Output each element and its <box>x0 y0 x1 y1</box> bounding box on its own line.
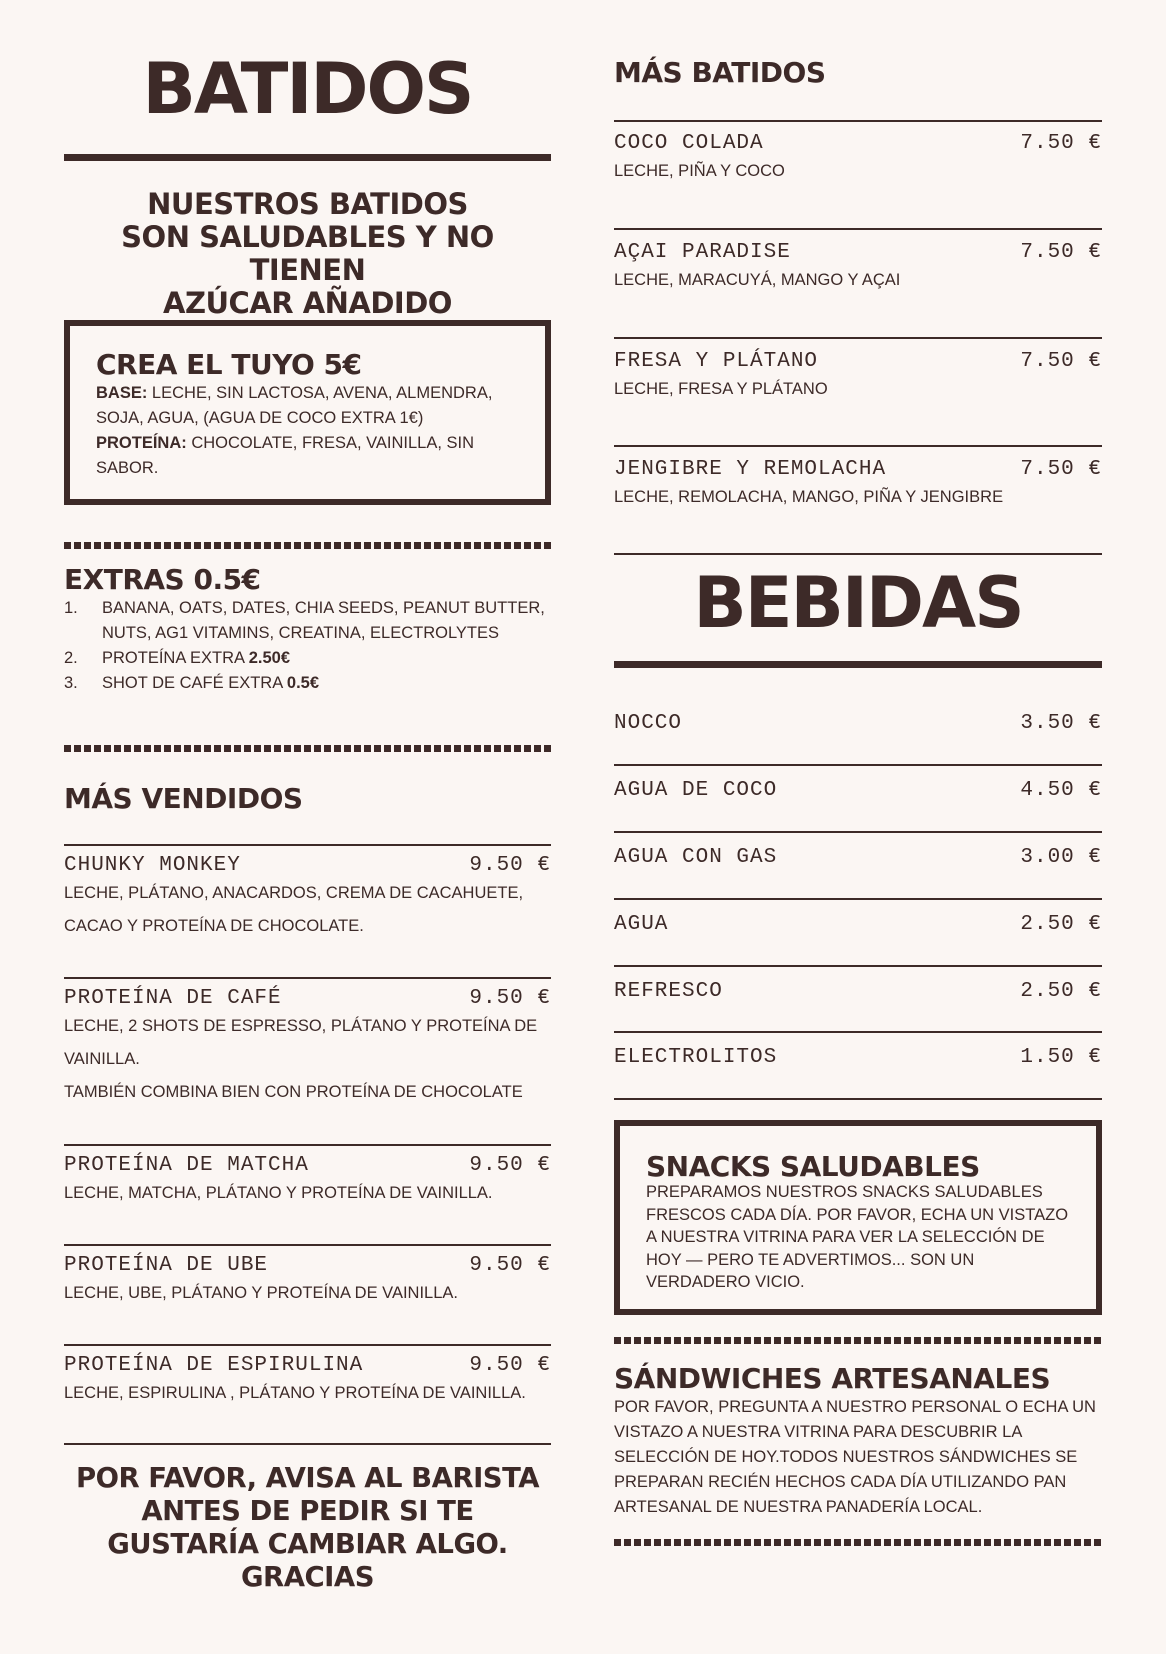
subtitle-line: SON SALUDABLES Y NO TIENEN <box>121 220 494 287</box>
menu-item <box>614 241 1102 297</box>
item-price: 7.50 € <box>1020 241 1102 264</box>
drink-row-content <box>614 712 1102 735</box>
item-price: 9.50 € <box>469 1254 551 1277</box>
extras-list <box>64 596 551 696</box>
item-divider <box>614 898 1102 900</box>
drink-price: 3.00 € <box>1020 846 1102 869</box>
dotted-divider <box>64 542 551 549</box>
drink-price: 2.50 € <box>1020 980 1102 1003</box>
note-line: POR FAVOR, AVISA AL BARISTA <box>75 1462 540 1494</box>
drink-name: ELECTROLITOS <box>614 1046 778 1069</box>
item-name: PROTEÍNA DE ESPIRULINA <box>64 1354 364 1377</box>
batidos-title: BATIDOS <box>142 48 473 130</box>
extras-item <box>64 671 551 696</box>
drink-row <box>614 779 1102 802</box>
item-desc: LECHE, PIÑA Y COCO <box>614 162 785 180</box>
item-name: PROTEÍNA DE UBE <box>64 1254 269 1277</box>
crea-protein <box>96 431 519 481</box>
note-line: GRACIAS <box>240 1561 375 1593</box>
snacks-box <box>614 1120 1102 1315</box>
drink-price: 3.50 € <box>1020 712 1102 735</box>
extras-title: EXTRAS 0.5€ <box>64 563 261 596</box>
item-divider <box>614 337 1102 339</box>
extras-item-price: 0.5€ <box>286 674 320 692</box>
item-desc: LECHE, PLÁTANO, ANACARDOS, CREMA DE CACAHUETE, CACAO Y PROTEÍNA DE CHOCOLATE. <box>64 884 524 935</box>
drink-row <box>614 913 1102 936</box>
item-divider <box>614 445 1102 447</box>
drink-row <box>614 980 1102 1003</box>
item-desc: LECHE, REMOLACHA, MANGO, PIÑA Y JENGIBRE <box>614 488 1004 506</box>
note-line: ANTES DE PEDIR SI TE <box>141 1495 474 1527</box>
menu-item-header <box>614 350 1102 373</box>
menu-item <box>614 458 1102 514</box>
item-divider <box>614 831 1102 833</box>
crea-base <box>96 381 519 431</box>
extras-item-number: 2. <box>64 649 78 667</box>
item-name: PROTEÍNA DE MATCHA <box>64 1154 309 1177</box>
drink-name: NOCCO <box>614 712 683 735</box>
extras-item-number: 3. <box>64 674 78 692</box>
item-price: 7.50 € <box>1020 458 1102 481</box>
item-divider <box>614 553 1102 555</box>
dotted-divider <box>614 1539 1102 1546</box>
extras-item <box>64 646 551 671</box>
batidos-divider <box>64 154 551 161</box>
item-desc: LECHE, 2 SHOTS DE ESPRESSO, PLÁTANO Y PROTEÍNA DE VAINILLA. <box>64 1017 538 1068</box>
item-desc: LECHE, ESPIRULINA , PLÁTANO Y PROTEÍNA DE VAINILLA. <box>64 1384 526 1402</box>
drink-price: 2.50 € <box>1020 913 1102 936</box>
menu-item <box>64 987 551 1109</box>
note-line: GUSTARÍA CAMBIAR ALGO. <box>107 1528 508 1560</box>
drink-row-content <box>614 913 1102 936</box>
item-divider <box>614 1098 1102 1100</box>
item-divider <box>614 965 1102 967</box>
item-price: 9.50 € <box>469 1154 551 1177</box>
item-note: TAMBIÉN COMBINA BIEN CON PROTEÍNA DE CHOCOLATE <box>64 1083 523 1101</box>
item-divider <box>614 228 1102 230</box>
drink-row-content <box>614 980 1102 1003</box>
item-name: FRESA Y PLÁTANO <box>614 350 819 373</box>
crea-el-tuyo-box <box>64 320 551 505</box>
protein-text: CHOCOLATE, FRESA, VAINILLA, SIN SABOR. <box>96 434 475 477</box>
snacks-text: PREPARAMOS NUESTROS SNACKS SALUDABLES FRESCOS CADA DÍA. POR FAVOR, ECHA UN VISTAZO A NUESTRA VITRINA PARA VER LA SELECCIÓN DE HOY — PERO TE ADVERTIMOS... SON UN VERDADERO VICIO. <box>646 1183 1069 1291</box>
item-price: 9.50 € <box>469 987 551 1010</box>
dotted-divider <box>64 745 551 752</box>
menu-item <box>614 132 1102 188</box>
drink-row <box>614 1046 1102 1069</box>
menu-item <box>64 1154 551 1210</box>
item-divider <box>614 1031 1102 1033</box>
item-desc: LECHE, UBE, PLÁTANO Y PROTEÍNA DE VAINILLA. <box>64 1284 458 1302</box>
extras-item-price: 2.50€ <box>248 649 291 667</box>
sandwiches-text: POR FAVOR, PREGUNTA A NUESTRO PERSONAL O ECHA UN VISTAZO A NUESTRA VITRINA PARA DESCUBRIR LA SELECCIÓN DE HOY.TODOS NUESTROS SÁNDWICHES SE PREPARAN RECIÉN HECHOS CADA DÍA UTILIZANDO PAN ARTESANAL DE NUESTRA PANADERÍA LOCAL. <box>614 1398 1096 1516</box>
drink-price: 1.50 € <box>1020 1046 1102 1069</box>
extras-item-text: PROTEÍNA EXTRA <box>102 649 249 667</box>
item-name: JENGIBRE Y REMOLACHA <box>614 458 887 481</box>
bebidas-title: BEBIDAS <box>693 562 1023 644</box>
menu-item <box>64 1254 551 1310</box>
menu-item-header <box>614 458 1102 481</box>
drink-name: AGUA DE COCO <box>614 779 778 802</box>
subtitle-line: AZÚCAR AÑADIDO <box>163 286 452 320</box>
menu-item <box>614 350 1102 406</box>
snacks-title: SNACKS SALUDABLES <box>646 1150 980 1183</box>
base-label: BASE: <box>96 384 148 402</box>
bebidas-divider <box>614 661 1102 668</box>
sandwiches-title: SÁNDWICHES ARTESANALES <box>614 1362 1051 1395</box>
extras-section <box>64 563 551 696</box>
item-divider <box>64 977 551 979</box>
item-desc: LECHE, FRESA Y PLÁTANO <box>614 380 828 398</box>
item-divider <box>64 1244 551 1246</box>
drink-price: 4.50 € <box>1020 779 1102 802</box>
subtitle-line: NUESTROS BATIDOS <box>147 187 468 221</box>
drink-row <box>614 712 1102 735</box>
menu-item-header <box>64 1154 551 1177</box>
mas-vendidos-title: MÁS VENDIDOS <box>64 782 303 815</box>
dotted-divider <box>614 1337 1102 1344</box>
drink-name: AGUA <box>614 913 669 936</box>
item-name: AÇAI PARADISE <box>614 241 791 264</box>
menu-item <box>64 1354 551 1410</box>
menu-item <box>64 854 551 943</box>
item-divider <box>64 1344 551 1346</box>
crea-title: CREA EL TUYO 5€ <box>96 348 362 381</box>
drink-row-content <box>614 846 1102 869</box>
menu-item-header <box>614 241 1102 264</box>
item-divider <box>614 764 1102 766</box>
item-price: 9.50 € <box>469 1354 551 1377</box>
sandwiches-section <box>614 1362 1102 1520</box>
item-price: 9.50 € <box>469 854 551 877</box>
item-price: 7.50 € <box>1020 350 1102 373</box>
extras-item <box>64 596 551 646</box>
extras-item-text: SHOT DE CAFÉ EXTRA <box>102 674 287 692</box>
item-desc: LECHE, MARACUYÁ, MANGO Y AÇAI <box>614 271 901 289</box>
item-divider <box>64 1144 551 1146</box>
item-name: COCO COLADA <box>614 132 764 155</box>
drink-row-content <box>614 779 1102 802</box>
barista-note <box>64 1462 551 1594</box>
base-text: LECHE, SIN LACTOSA, AVENA, ALMENDRA, SOJA, AGUA, (AGUA DE COCO EXTRA 1€) <box>96 384 493 427</box>
drink-name: AGUA CON GAS <box>614 846 778 869</box>
item-name: PROTEÍNA DE CAFÉ <box>64 987 282 1010</box>
menu-item-header <box>64 1354 551 1377</box>
item-divider <box>64 844 551 846</box>
mas-batidos-title: MÁS BATIDOS <box>614 56 826 89</box>
item-divider <box>64 1443 551 1445</box>
menu-item-header <box>64 854 551 877</box>
drink-row <box>614 846 1102 869</box>
menu-item-header <box>64 987 551 1010</box>
menu-item-header <box>64 1254 551 1277</box>
drink-row-content <box>614 1046 1102 1069</box>
drink-name: REFRESCO <box>614 980 723 1003</box>
protein-label: PROTEÍNA: <box>96 434 187 452</box>
menu-item-header <box>614 132 1102 155</box>
batidos-subtitle <box>64 188 551 320</box>
item-divider <box>614 120 1102 122</box>
item-price: 7.50 € <box>1020 132 1102 155</box>
item-name: CHUNKY MONKEY <box>64 854 241 877</box>
item-desc: LECHE, MATCHA, PLÁTANO Y PROTEÍNA DE VAINILLA. <box>64 1184 493 1202</box>
extras-item-number: 1. <box>64 599 78 617</box>
extras-item-text: BANANA, OATS, DATES, CHIA SEEDS, PEANUT BUTTER, NUTS, AG1 VITAMINS, CREATINA, ELECTROLYTES <box>102 599 545 642</box>
